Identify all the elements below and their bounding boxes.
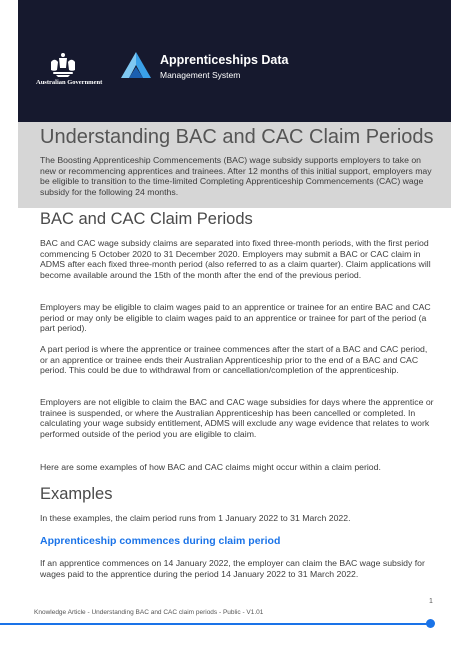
- intro-paragraph: The Boosting Apprenticeship Commencements (BAC) wage subsidy supports employers to take on new or recommencing apprentices and trainees. After 12 months of this initial support, employers may be eligible to transition to the time-limited Completing Apprenticeship Commencements (CAC) wage subsidy for the following 24 months.: [40, 155, 432, 197]
- section-heading-examples: Examples: [40, 485, 113, 503]
- adms-logo-icon: [119, 50, 153, 82]
- paragraph: Here are some examples of how BAC and CAC claims might occur within a claim period.: [40, 462, 381, 472]
- section-heading-claim-periods: BAC and CAC Claim Periods: [40, 210, 253, 228]
- page-title: Understanding BAC and CAC Claim Periods: [40, 126, 434, 148]
- example-paragraph: If an apprentice commences on 14 January 2022, the employer can claim the BAC wage subsidy for wages paid to the apprentice during the period 14 January 2022 to 31 March 2022.: [40, 558, 425, 579]
- footer-text: Knowledge Article - Understanding BAC and CAC claim periods - Public - V1.01: [34, 609, 264, 616]
- examples-intro: In these examples, the claim period runs from 1 January 2022 to 31 March 2022.: [40, 513, 351, 523]
- footer-dot: [426, 619, 435, 628]
- page-number: 1: [429, 598, 433, 605]
- paragraph: BAC and CAC wage subsidy claims are separated into fixed three-month periods, with the first period commencing 5 October 2020 to 31 December 2020. Employers may submit a BAC or CAC claim in ADMS after each fixed three-month period (also referred to as a claim quarter). Claim applications will become available around the 15th of the month after the end of the previous period.: [40, 238, 431, 280]
- paragraph: Employers may be eligible to claim wages paid to an apprentice or trainee for an entire BAC and CAC period or may only be eligible to claim wages paid to an apprentice or trainee for part of the period (a part period).: [40, 302, 431, 334]
- app-subtitle: Management System: [160, 70, 241, 80]
- paragraph: Employers are not eligible to claim the BAC and CAC wage subsidies for days where the apprentice or trainee is suspended, or where the Australian Apprenticeship has been cancelled or completed. In calculating your wage subsidy entitlement, ADMS will exclude any wage evidence that relates to work performed outside of the period you are eligible to claim.: [40, 397, 434, 439]
- coat-of-arms-icon: [48, 52, 78, 78]
- gov-label: Australian Government: [36, 79, 103, 86]
- example-subheading: Apprenticeship commences during claim period: [40, 535, 281, 547]
- footer-divider: [0, 623, 430, 625]
- app-title: Apprenticeships Data: [160, 53, 289, 67]
- page-header: [18, 0, 451, 122]
- paragraph: A part period is where the apprentice or trainee commences after the start of a BAC and CAC period, or an apprentice or trainee ends their Australian Apprenticeship prior to the end of a BAC and CAC period. This could be due to withdrawal from or cancellation/completion of the apprenticeship.: [40, 344, 428, 376]
